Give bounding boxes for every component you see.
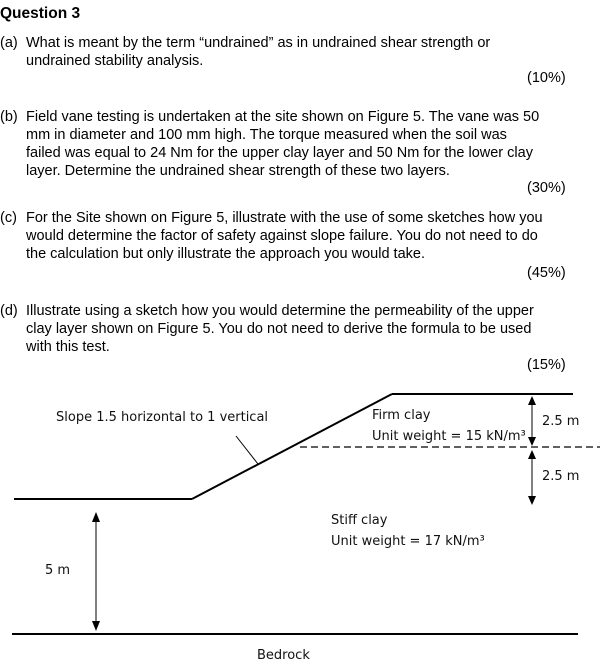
- question-a-letter: (a): [0, 35, 18, 51]
- question-c-line: For the Site shown on Figure 5, illustrate with the use of some sketches how you: [26, 210, 543, 226]
- question-d-line: with this test.: [26, 339, 110, 355]
- question-d-line: clay layer shown on Figure 5. You do not need to derive the formula to be used: [26, 321, 532, 337]
- lower-depth-arrow-down-icon: [528, 496, 536, 505]
- height-label: 5 m: [45, 563, 71, 578]
- height-arrow-up-icon: [92, 512, 100, 522]
- question-b-line: mm in diameter and 100 mm high. The torque measured when the soil was: [26, 127, 507, 143]
- question-d-letter: (d): [0, 303, 18, 319]
- question-a-line: What is meant by the term “undrained” as in undrained shear strength or: [26, 35, 491, 51]
- question-b-line: layer. Determine the undrained shear strength of these two layers.: [26, 163, 450, 179]
- firm-clay-weight: Unit weight = 15 kN/m³: [372, 429, 526, 444]
- firm-clay-label: Firm clay: [372, 408, 431, 423]
- question-c-line: the calculation but only illustrate the approach you would take.: [26, 246, 425, 262]
- question-a-line: undrained stability analysis.: [26, 53, 204, 69]
- marks-b: (30%): [527, 180, 566, 196]
- question-heading: Question 3: [0, 5, 81, 22]
- question-b-line: failed was equal to 24 Nm for the upper clay layer and 50 Nm for the lower clay: [26, 145, 533, 161]
- question-b-letter: (b): [0, 109, 18, 125]
- upper-depth-arrow-up-icon: [528, 396, 536, 405]
- question-c-line: would determine the factor of safety against slope failure. You do not need to do: [26, 228, 538, 244]
- height-arrow-down-icon: [92, 621, 100, 631]
- stiff-clay-weight: Unit weight = 17 kN/m³: [331, 534, 485, 549]
- stiff-clay-label: Stiff clay: [331, 513, 388, 528]
- question-b-line: Field vane testing is undertaken at the site shown on Figure 5. The vane was 50: [26, 109, 540, 125]
- upper-depth-label: 2.5 m: [542, 414, 580, 429]
- lower-depth-arrow-up-icon: [528, 450, 536, 459]
- bedrock-label: Bedrock: [257, 648, 310, 663]
- marks-a: (10%): [527, 70, 566, 86]
- upper-depth-arrow-down-icon: [528, 437, 536, 446]
- marks-c: (45%): [527, 265, 566, 281]
- slope-label: Slope 1.5 horizontal to 1 vertical: [56, 410, 269, 425]
- marks-d: (15%): [527, 357, 566, 373]
- question-d-line: Illustrate using a sketch how you would determine the permeability of the upper: [26, 303, 534, 319]
- lower-depth-label: 2.5 m: [542, 469, 580, 484]
- question-c-letter: (c): [0, 210, 17, 226]
- slope-label-leader-line: [236, 436, 258, 464]
